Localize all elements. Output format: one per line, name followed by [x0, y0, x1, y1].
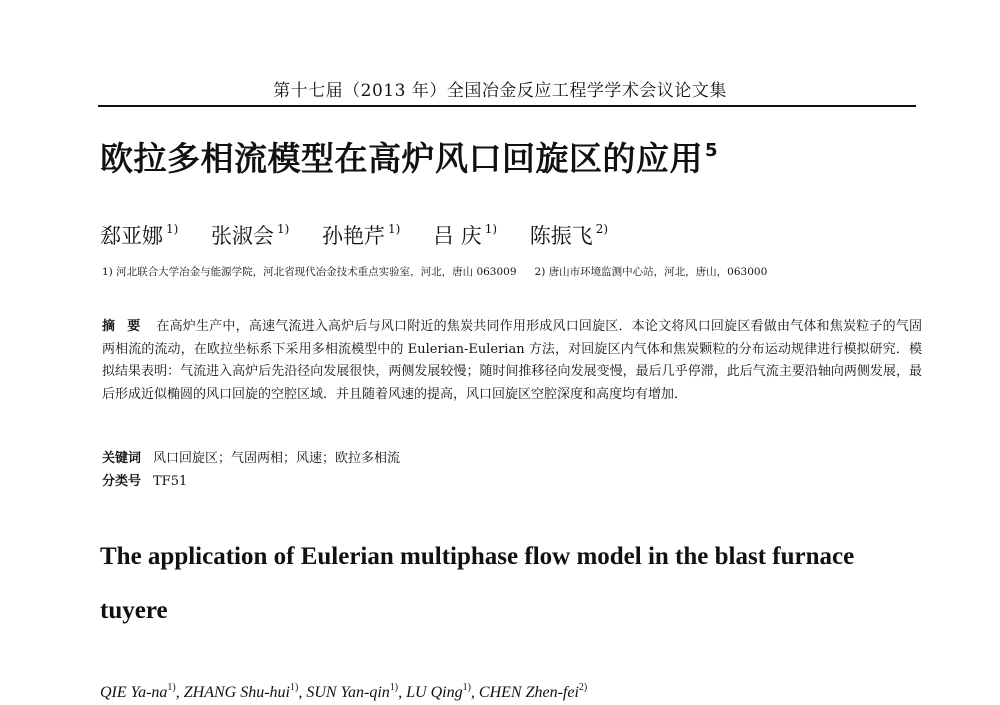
author-list-en — [100, 678, 587, 703]
author-name: SUN Yan-qin — [306, 684, 390, 701]
classification-number — [102, 472, 187, 492]
author-list-cn — [100, 215, 634, 250]
affiliation-1: 1) 河北联合大学冶金与能源学院，河北省现代冶金技术重点实验室，河北，唐山 063009 — [102, 266, 517, 278]
author-cn — [211, 224, 289, 248]
author-affil-mark: 1) — [277, 222, 290, 236]
paper-title-cn — [100, 130, 718, 180]
author-affil-mark: 1) — [167, 682, 176, 693]
running-header: 第十七届（2013 年）全国冶金反应工程学学术会议论文集 — [273, 81, 727, 101]
author-cn — [530, 224, 608, 248]
author-en — [100, 684, 184, 701]
classno-label: 分类号 — [102, 474, 142, 489]
author-affil-mark: 1) — [462, 682, 471, 693]
author-cn — [322, 224, 400, 248]
author-name: 郄亚娜 — [100, 224, 163, 248]
keywords-text: 风口回旋区；气固两相；风速；欧拉多相流 — [153, 451, 401, 466]
affiliations — [102, 264, 767, 280]
author-en — [406, 684, 479, 701]
author-affil-mark: 1) — [166, 222, 179, 236]
author-separator: , — [398, 684, 407, 701]
author-name: 孙艳芹 — [322, 224, 386, 248]
author-affil-mark: 1) — [484, 222, 498, 236]
author-cn — [433, 224, 497, 248]
author-affil-mark: 1) — [389, 682, 399, 693]
author-name: LU Qing — [406, 684, 463, 701]
author-affil-mark: 1) — [290, 682, 299, 693]
affiliation-2: 2) 唐山市环境监测中心站，河北，唐山，063000 — [534, 266, 768, 278]
author-separator: , — [298, 684, 307, 701]
author-en — [479, 684, 587, 701]
title-footnote-mark: 5 — [705, 140, 719, 161]
abstract-text: 在高炉生产中，高速气流进入高炉后与风口附近的焦炭共同作用形成风口回旋区．本论文将风口回旋区看做由气体和焦炭粒子的气固两相流的流动，在欧拉坐标系下采用多相流模型中的 Eulerian-Eulerian 方法，对回旋区内气体和焦炭颗粒的分布运动规律进行模拟研究．模拟结果表明：气流进入高炉后先沿径向发展很快，两侧发展较慢；随时间推移径向发展变慢，最后几乎停滞，此后气流主要沿轴向两侧发展，最后形成近似椭圆的风口回旋的空腔区域．并且随着风速的提高，风口回旋区空腔深度和高度均有增加． — [102, 319, 922, 402]
author-en — [184, 684, 307, 701]
author-name: QIE Ya-na — [100, 684, 168, 701]
author-affil-mark: 2) — [578, 682, 588, 693]
author-name: 陈振飞 — [529, 224, 593, 248]
abstract-label: 摘要 — [102, 319, 153, 334]
author-cn — [100, 224, 178, 248]
author-name: 吕 庆 — [433, 224, 482, 248]
author-name: 张淑会 — [211, 224, 275, 248]
abstract — [102, 316, 922, 406]
paper-title-en: The application of Eulerian multiphase flow model in the blast furnace tuyere — [100, 543, 855, 624]
header-rule — [98, 105, 916, 107]
author-en — [306, 684, 406, 701]
author-separator: , — [470, 684, 479, 701]
author-affil-mark: 1) — [388, 222, 401, 236]
author-separator: , — [175, 684, 184, 701]
author-name: CHEN Zhen-fei — [478, 684, 579, 701]
keywords-label: 关键词 — [102, 451, 142, 466]
paper-title-cn-text: 欧拉多相流模型在高炉风口回旋区的应用 — [100, 139, 703, 178]
author-name: ZHANG Shu-hui — [183, 684, 290, 701]
keywords — [102, 449, 400, 469]
author-affil-mark: 2) — [595, 222, 609, 236]
classno-text: TF51 — [153, 474, 188, 489]
